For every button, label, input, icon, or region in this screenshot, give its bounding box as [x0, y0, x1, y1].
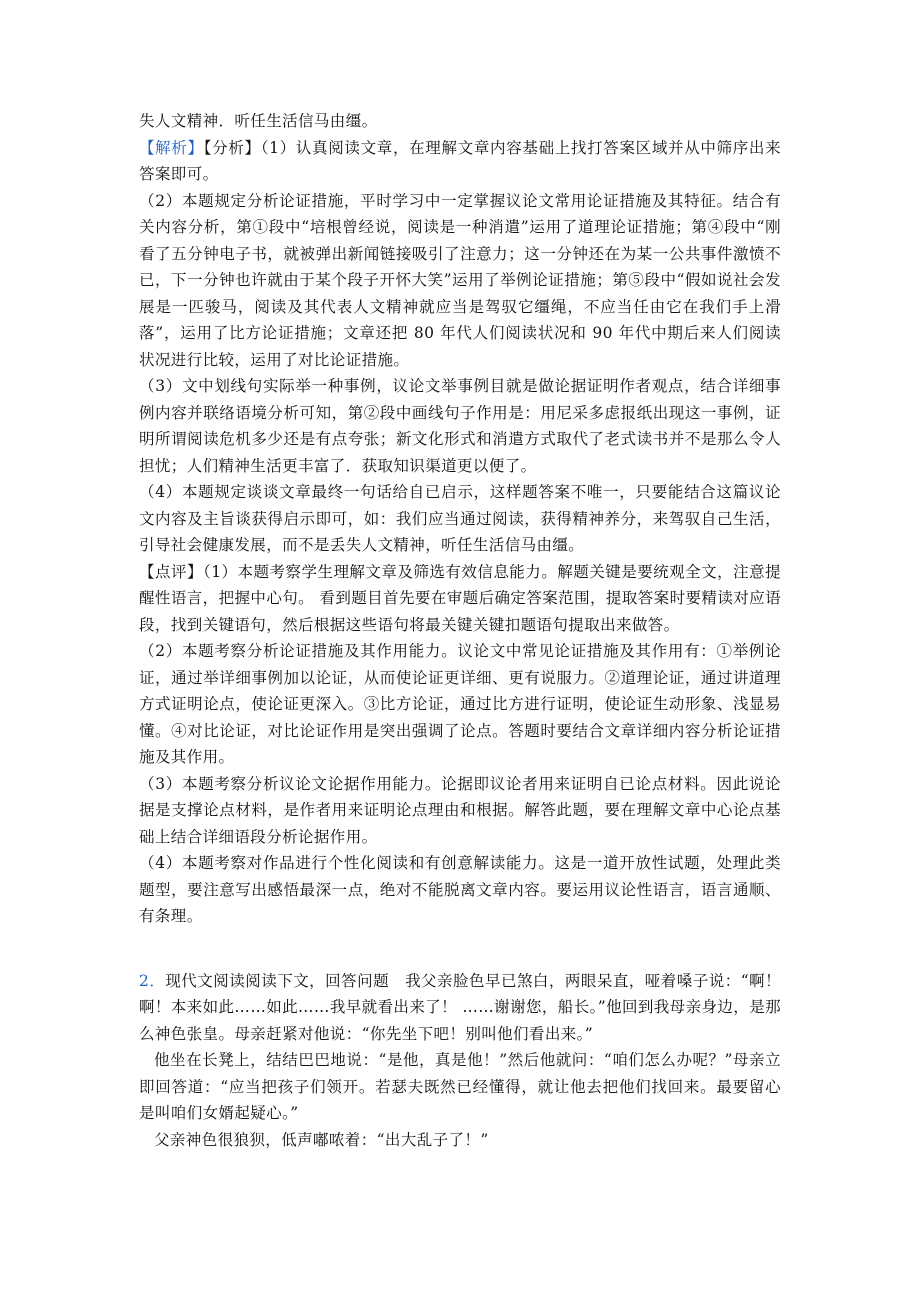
section-gap [139, 930, 781, 968]
analysis-paragraph-4: （4）本题规定谈谈文章最终一句话给自已启示，这样题答案不唯一，只要能结合这篇议论文内容及主旨谈获得启示即可，如：我们应当通过阅读，获得精神养分，来驾驭自己生活，引导社会健康发展，而不是丢失人文精神，听任生活信马由缰。 [139, 483, 781, 554]
comment-paragraph-1 [139, 559, 781, 639]
question2-paragraph-1 [139, 968, 781, 1048]
question2-paragraph-3: 父亲神色很狼狈，低声嘟哝着：“出大乱子了！” [154, 1130, 489, 1149]
analysis-p1-text: （1）认真阅读文章，在理解文章内容基础上找打答案区域并从中筛序出来答案即可。 [139, 138, 781, 183]
analysis-paragraph-2: （2）本题规定分析论证措施，平时学习中一定掌握议论文常用论证措施及其特征。结合有关内容分析，第①段中“培根曾经说，阅读是一种消遣”运用了道理论证措施；第④段中“刚看了五分钟电子书，就被弹出新闻链接吸引了注意力；这一分钟还在为某一公共事件激愤不已，下一分钟也许就由于某个段子开怀大笑”运用了举例论证措施；第⑤段中“假如说社会发展是一匹骏马，阅读及其代表人文精神就应当是驾驭它缰绳，不应当任由它在我们手上滑落”，运用了比方论证措施；文章还把 80 年代人们阅读状况和 90 年代中期后来人们阅读状况进行比较，运用了对比论证措施。 [139, 191, 781, 369]
question2-paragraph-2: 他坐在长凳上，结结巴巴地说：“是他，真是他！”然后他就问：“咱们怎么办呢？”母亲立即回答道：“应当把孩子们领开。若瑟夫既然已经懂得，就让他去把他们找回来。最要留心是叫咱们女婿起疑心。” [139, 1051, 781, 1122]
comment-p1-text: （1）本题考察学生理解文章及筛选有效信息能力。解题关键是要统观全文，注意提醒性语言，把握中心句。 看到题目首先要在审题后确定答案范围，提取答案时要精读对应语段，找到关键语句，然后根据这些语句将最关键关键扣题语句提取出来做答。 [139, 562, 781, 634]
comment-tag: 【点评】 [139, 562, 203, 581]
question2-p1-text: 现代文阅读阅读下文，回答问题 我父亲脸色早已煞白，两眼呆直，哑着嗓子说：“啊！啊！本来如此……如此……我早就看出来了！ ……谢谢您，船长。”他回到我母亲身边，是那么神色张皇。母亲赶紧对他说：“你先坐下吧！别叫他们看出来。” [139, 971, 781, 1043]
analysis-tag: 【解析】 [139, 138, 204, 157]
comment-paragraph-4: （4）本题考察对作品进行个性化阅读和有创意解读能力。这是一道开放性试题，处理此类题型，要注意写出感悟最深一点，绝对不能脱离文章内容。要运用议论性语言，语言通顺、有条理。 [139, 854, 781, 925]
fenxi-tag: 【分析】 [203, 138, 261, 157]
comment-paragraph-3: （3）本题考察分析议论文论据作用能力。论据即议论者用来证明自已论点材料。因此说论据是支撑论点材料，是作者用来证明论点理由和根据。解答此题，要在理解文章中心论点基础上结合详细语段分析论据作用。 [139, 774, 781, 846]
analysis-paragraph-1 [139, 135, 781, 188]
analysis-paragraph-3: （3）文中划线句实际举一种事例，议论文举事例目就是做论据证明作者观点，结合详细事例内容并联络语境分析可知，第②段中画线句子作用是：用尼采多虑报纸出现这一事例，证明所谓阅读危机多少还是有点夸张；新文化形式和消遣方式取代了老式读书并不是那么令人担忧；人们精神生活更丰富了．获取知识渠道更以便了。 [139, 377, 781, 475]
intro-line: 失人文精神．听任生活信马由缰。 [139, 112, 378, 130]
comment-paragraph-2: （2）本题考察分析论证措施及其作用能力。议论文中常见论证措施及其作用有：①举例论证，通过举详细事例加以论证，从而使论证更详细、更有说服力。②道理论证，通过讲道理方式证明论点，使论证更深入。③比方论证，通过比方进行证明，使论证生动形象、浅显易懂。④对比论证，对比论证作用是突出强调了论点。答题时要结合文章详细内容分析论证措施及其作用。 [139, 642, 781, 766]
document-page [139, 108, 781, 1153]
question-number: 2． [139, 971, 166, 990]
